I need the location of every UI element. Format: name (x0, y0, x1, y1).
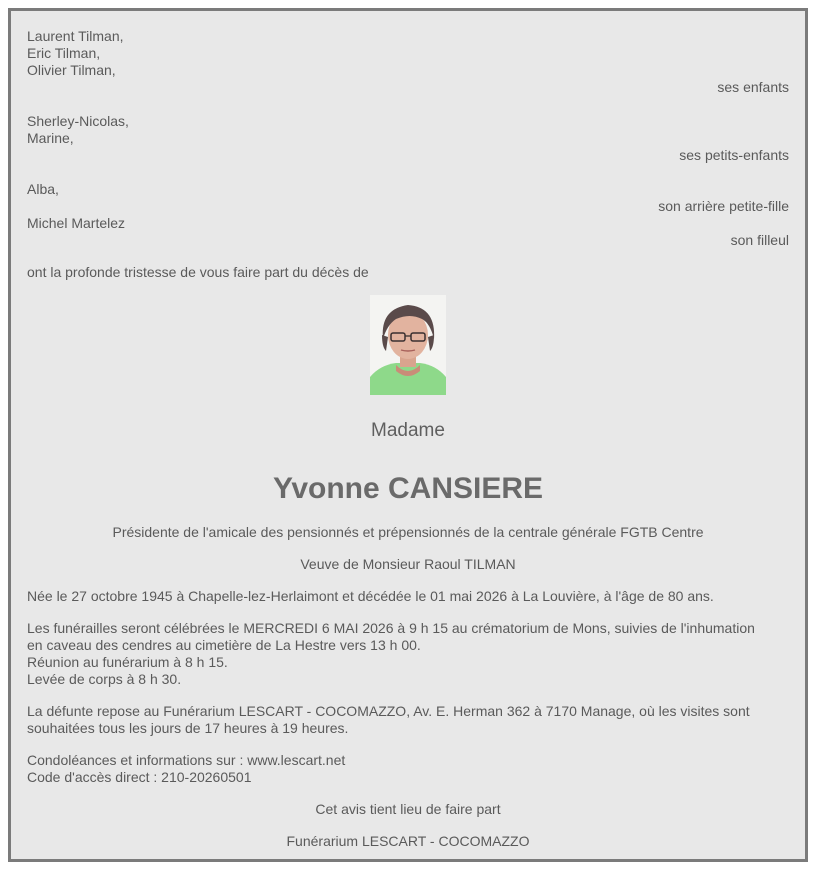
widow-line: Veuve de Monsieur Raoul TILMAN (300, 556, 516, 572)
birth-death-line: Née le 27 octobre 1945 à Chapelle-lez-Herlaimont et décédée le 01 mai 2026 à La Louvière, à l'âge de 80 ans. (27, 588, 714, 604)
great-granddaughter-name: Alba, (27, 181, 59, 197)
funeral-line: Les funérailles seront célébrées le MERCREDI 6 MAI 2026 à 9 h 15 au crématorium de Mons, suivies de l'inhumation (27, 620, 755, 636)
funeral-line: Levée de corps à 8 h 30. (27, 671, 182, 687)
funeral-line: Réunion au funérarium à 8 h 15. (27, 654, 228, 670)
honorific: Madame (371, 420, 445, 441)
obituary-card (8, 8, 808, 862)
child-name: Olivier Tilman, (27, 62, 116, 78)
rest-line: La défunte repose au Funérarium LESCART - COCOMAZZO, Av. E. Herman 362 à 7170 Manage, où les visites sont (27, 703, 750, 719)
notice-line: Cet avis tient lieu de faire part (315, 801, 501, 817)
portrait-photo (370, 295, 446, 395)
funeral-line: en caveau des cendres au cimetière de La Hestre vers 13 h 00. (27, 637, 421, 653)
deceased-name: Yvonne CANSIERE (272, 472, 544, 505)
portrait-wrapper (27, 295, 789, 400)
great-granddaughter-role: son arrière petite-fille (658, 198, 789, 214)
grandchildren-role: ses petits-enfants (679, 147, 789, 163)
children-role: ses enfants (717, 79, 789, 95)
grandchild-name: Sherley-Nicolas, (27, 113, 129, 129)
child-name: Eric Tilman, (27, 45, 101, 61)
condolences-details (27, 752, 789, 786)
funeral-details (27, 620, 789, 688)
rest-details (27, 703, 789, 737)
access-code-line: Code d'accès direct : 210-20260501 (27, 769, 252, 785)
child-name: Laurent Tilman, (27, 28, 124, 44)
condolences-line: Condoléances et informations sur : www.lescart.net (27, 752, 346, 768)
role-line: Présidente de l'amicale des pensionnés et prépensionnés de la centrale générale FGTB Centre (112, 524, 704, 540)
announcement-intro: ont la profonde tristesse de vous faire part du décès de (27, 264, 369, 280)
godson-name: Michel Martelez (27, 215, 126, 231)
obituary-content (27, 28, 789, 850)
grandchild-name: Marine, (27, 130, 74, 146)
godson-role: son filleul (730, 232, 789, 248)
funeral-home-signature: Funérarium LESCART - COCOMAZZO (286, 833, 530, 849)
rest-line: souhaitées tous les jours de 17 heures à 19 heures. (27, 720, 349, 736)
